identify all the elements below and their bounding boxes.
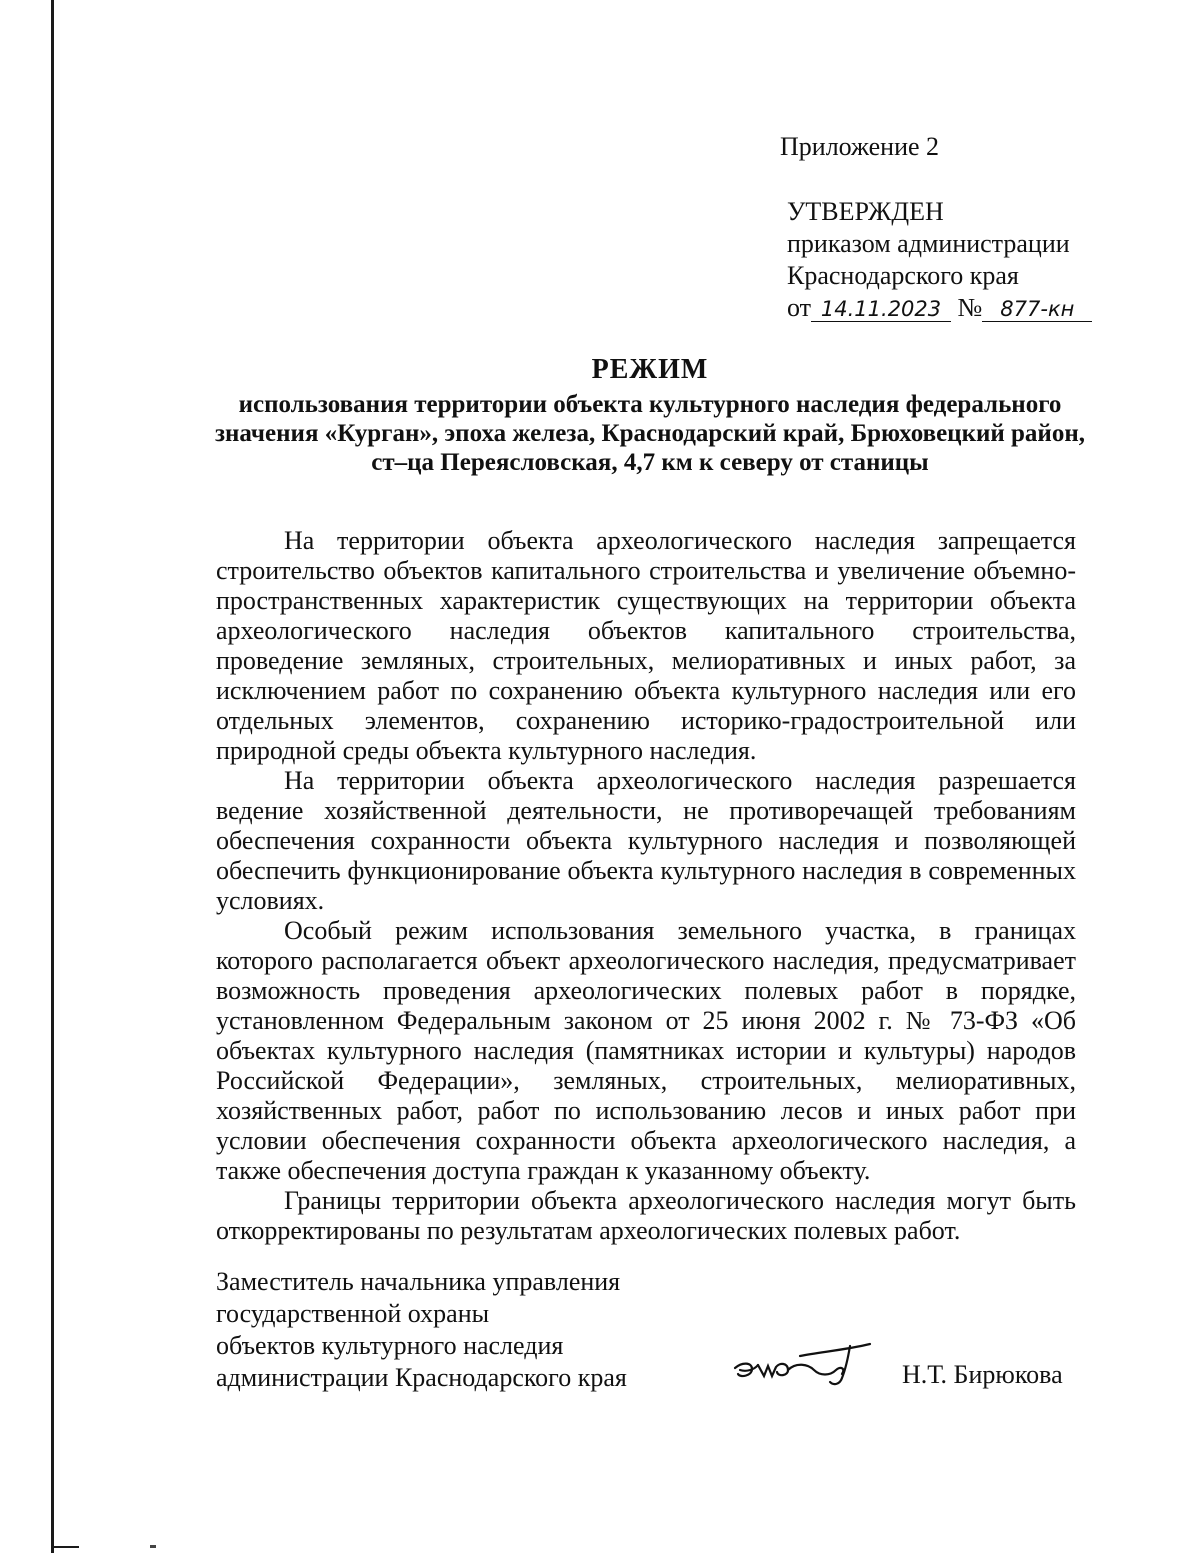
document-title: РЕЖИМ <box>591 354 709 385</box>
number-prefix: № <box>957 293 983 322</box>
scan-speck <box>150 1545 156 1548</box>
page-left-edge <box>51 0 54 1553</box>
date-prefix: от <box>787 293 812 322</box>
position-line-1: Заместитель начальника управления <box>216 1267 621 1296</box>
paragraph-boundaries: Границы территории объекта археологического наследия могут быть откорректированы по результатам археологических полевых работ. <box>216 1186 1076 1245</box>
document-heading <box>200 352 1100 477</box>
order-date: 14.11.2023 <box>811 297 951 322</box>
paragraph-permitted-activity: На территории объекта археологического наследия разрешается ведение хозяйственной деятельности, не противоречащей требованиям обеспечения сохранности объекта культурного наследия и позволяющей обеспечить функционирование объекта культурного наследия в современных условиях. <box>216 766 1076 915</box>
position-line-2: государственной охраны <box>216 1299 490 1328</box>
order-reference <box>787 292 1092 324</box>
document-body <box>216 526 1076 1246</box>
document-subtitle: использования территории объекта культурного наследия федерального значения «Курган», эпоха железа, Краснодарский край, Брюховецкий район, ст–ца Переясловская, 4,7 км к северу от станицы <box>214 391 1085 476</box>
position-line-4: администрации Краснодарского края <box>216 1363 627 1392</box>
approved-by-line-2: Краснодарского края <box>787 261 1019 290</box>
handwritten-signature <box>730 1332 880 1392</box>
paragraph-prohibitions: На территории объекта археологического наследия запрещается строительство объектов капитального строительства и увеличение объемно-пространственных характеристик существующих на территории объекта археологического наследия объектов капитального строительства, проведение земляных, строительных, мелиоративных и иных работ, за исключением работ по сохранению объекта культурного наследия или его отдельных элементов, сохранению историко-градостроительной или природной среды объекта культурного наследия. <box>216 526 1076 765</box>
position-line-3: объектов культурного наследия <box>216 1331 564 1360</box>
paragraph-special-regime: Особый режим использования земельного участка, в границах которого располагается объект археологического наследия, предусматривает возможность проведения археологических полевых работ в порядке, установленном Федеральным законом от 25 июня 2002 г. № 73-ФЗ «Об объектах культурного наследия (памятниках истории и культуры) народов Российской Федерации», земляных, строительных, мелиоративных, хозяйственных работ, работ по использованию лесов и иных работ при условии обеспечения сохранности объекта археологического наследия, а также обеспечения доступа граждан к указанному объекту. <box>216 916 1076 1185</box>
signatory-name: Н.Т. Бирюкова <box>902 1360 1063 1389</box>
approval-block <box>787 196 1092 324</box>
signatory-position <box>216 1266 627 1394</box>
page-edge-foot <box>51 1546 79 1548</box>
approved-by-line-1: приказом администрации <box>787 229 1070 258</box>
order-number: 877-кн <box>982 297 1092 322</box>
approved-title: УТВЕРЖДЕН <box>787 197 944 226</box>
appendix-label: Приложение 2 <box>780 132 940 161</box>
